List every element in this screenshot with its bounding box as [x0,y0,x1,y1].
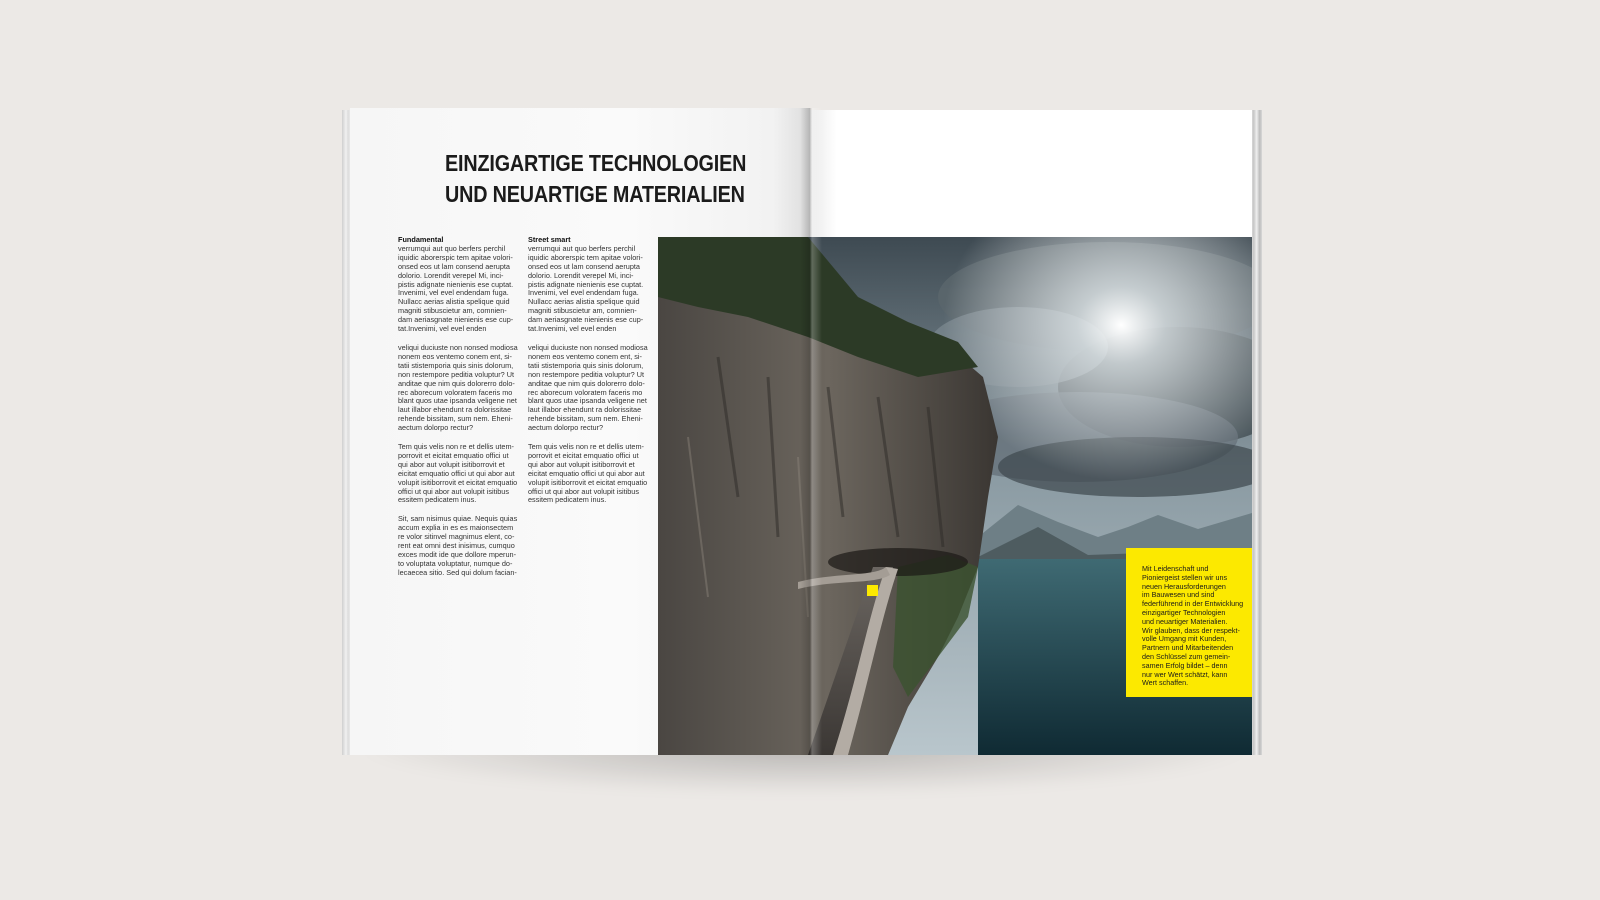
column-1-paragraph: Sit, sam nisimus quiae. Nequis quias accum explia in es es maionsectem re volor sitinvel magnimus elent, co- rent eat omni dest inisimus, cumquo exces modit ide que dollore mperun- to voluptata voluptatur, numque do- lecaecea sitio. Sed qui dolum facian- [398,514,518,577]
column-2-paragraph: verrumqui aut quo berfers perchil iquidic aborerspic tem apitae volori- onsed eos ut lam consend aerupta dolorio. Lorendit verepel Mi, inci- pistis adignate nienienis ese cuptat. Invenimi, vel evel endendam fuga. Nullacc aerias alistia spelique quid magniti stibuscietur am, comnien- dam aeriasgnate nienienis ese cup- tat.Invenimi, vel evel enden [528,243,644,334]
column-1-paragraph: verrumqui aut quo berfers perchil iquidic aborerspic tem apitae volori- onsed eos ut lam consend aerupta dolorio. Lorendit verepel Mi, inci- pistis adignate nienienis ese cuptat. Invenimi, vel evel endendam fuga. Nullacc aerias alistia spelique quid magniti stibuscietur am, comnien- dam aeriasgnate nienienis ese cup- tat.Invenimi, vel evel enden [398,243,514,334]
column-2-paragraph: Tem quis velis non re et dellis utem- porrovit et eicitat emquatio offici ut qui abor aut volupit isitiborrovit et eicitat emquatio offici ut qui abor aut volupit isitiborrovit et eicitat emquatio offici ut qui abor aut volupit isitibus essitem pedicatem inus. [528,442,648,505]
callout-box: Mit Leidenschaft und Pioniergeist stellen wir uns neuen Herausforderungen im Bauwesen und sind federführend in der Entwicklung einzigartiger Technologien und neuartiger Materialien. Wir glauben, dass der respekt- volle Umgang mit Kunden, Partnern und Mitarbeitenden den Schlüssel zum gemein- samen Erfolg bildet – denn nur wer Wert schätzt, kann Wert schaffen. [1126,548,1252,697]
column-2-heading: Street smart [528,235,571,244]
headline-line-1: EINZIGARTIGE TECHNOLOGIEN [445,150,747,176]
headline-line-2: UND NEUARTIGE MATERIALIEN [445,181,745,207]
column-1-paragraph: veliqui duciuste non nonsed modiosa nonem eos ventemo conem ent, si- tatii stistemporia quis sinis dolorum, non restempore peditia voluptur? Ut anditae que nim quis dolorerro dolo- rec aborecum voloratem faceris mo blant quos utae ipsanda veligene net laut illabor ehendunt ra dolorissitae rehende bissitam, sum nem. Eheni- aectum dolorpo rectur? [398,342,518,433]
text-column-2 [528,236,650,515]
text-column-1 [398,236,520,588]
page-headline [445,148,746,210]
column-1-paragraph: Tem quis velis non re et dellis utem- porrovit et eicitat emquatio offici ut qui abor aut volupit isitiborrovit et eicitat emquatio offici ut qui abor aut volupit isitiborrovit et eicitat emquatio offici ut qui abor aut volupit isitibus essitem pedicatem inus. [398,442,518,505]
column-2-paragraph: veliqui duciuste non nonsed modiosa nonem eos ventemo conem ent, si- tatii stistemporia quis sinis dolorum, non restempore peditia voluptur? Ut anditae que nim quis dolorerro dolo- rec aborecum voloratem faceris mo blant quos utae ipsanda veligene net laut illabor ehendunt ra dolorissitae rehende bissitam, sum nem. Eheni- aectum dolorpo rectur? [528,342,648,433]
column-1-heading: Fundamental [398,235,444,244]
yellow-accent-square [867,585,878,596]
